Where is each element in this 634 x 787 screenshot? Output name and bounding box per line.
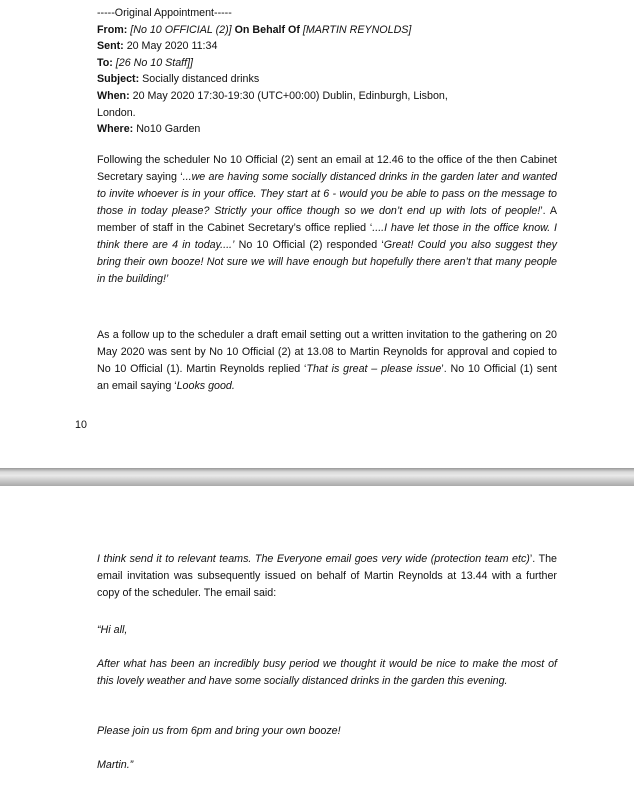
page-number: 10 xyxy=(75,419,87,431)
page-separator xyxy=(0,468,634,486)
header-to: To: [26 No 10 Staff]] xyxy=(97,56,194,69)
header-subject: Subject: Socially distanced drinks xyxy=(97,73,260,86)
quote-signature: Martin.” xyxy=(97,759,134,771)
quote-greeting: “Hi all, xyxy=(97,624,128,636)
paragraph-draft-invitation: As a follow up to the scheduler a draft email setting out a written invitation to the gathering on 20 May 2020 was sent by No 10 Official (2) at 13.08 to Martin Reynolds for approval and copied to No 10 Official (1). Martin Reynolds replied ‘That is great – please issue’. No 10 Official (1) sent an email saying ‘Looks good. xyxy=(97,329,557,392)
header-original-appointment: -----Original Appointment----- xyxy=(97,7,232,19)
quote-closing: Please join us from 6pm and bring your own booze! xyxy=(97,725,341,737)
email-header xyxy=(97,5,557,138)
header-when-wrap: London. xyxy=(97,106,136,119)
header-from: From: [No 10 OFFICIAL (2)] On Behalf Of [MARTIN REYNOLDS] xyxy=(97,23,412,36)
paragraph-continuation: I think send it to relevant teams. The Everyone email goes very wide (protection team etc)’. The email invitation was subsequently issued on behalf of Martin Reynolds at 13.44 with a further copy of the scheduler. The email said: xyxy=(97,553,557,599)
header-where: Where: No10 Garden xyxy=(97,123,201,136)
paragraph-scheduler-email: Following the scheduler No 10 Official (2) sent an email at 12.46 to the office of the then Cabinet Secretary saying ‘...we are having some socially distanced drinks in the garden later and wanted to invite whoever is in your office. They start at 6 - would you be able to pass on the message to those in today please? Strictly your office though so we don’t end up with lots of people!’. A member of staff in the Cabinet Secretary’s office replied ‘....I have let those in the office know. I think there are 4 in today....’ No 10 Official (2) responded ‘Great! Could you also suggest they bring their own booze! Not sure we will have enough but hopefully there aren’t that many people in the building!’ xyxy=(97,154,557,285)
header-sent: Sent: 20 May 2020 11:34 xyxy=(97,40,218,53)
quote-body: After what has been an incredibly busy period we thought it would be nice to make the most of this lovely weather and have some socially distanced drinks in the garden this evening. xyxy=(97,658,557,687)
header-when: When: 20 May 2020 17:30-19:30 (UTC+00:00) Dublin, Edinburgh, Lisbon, xyxy=(97,89,448,102)
